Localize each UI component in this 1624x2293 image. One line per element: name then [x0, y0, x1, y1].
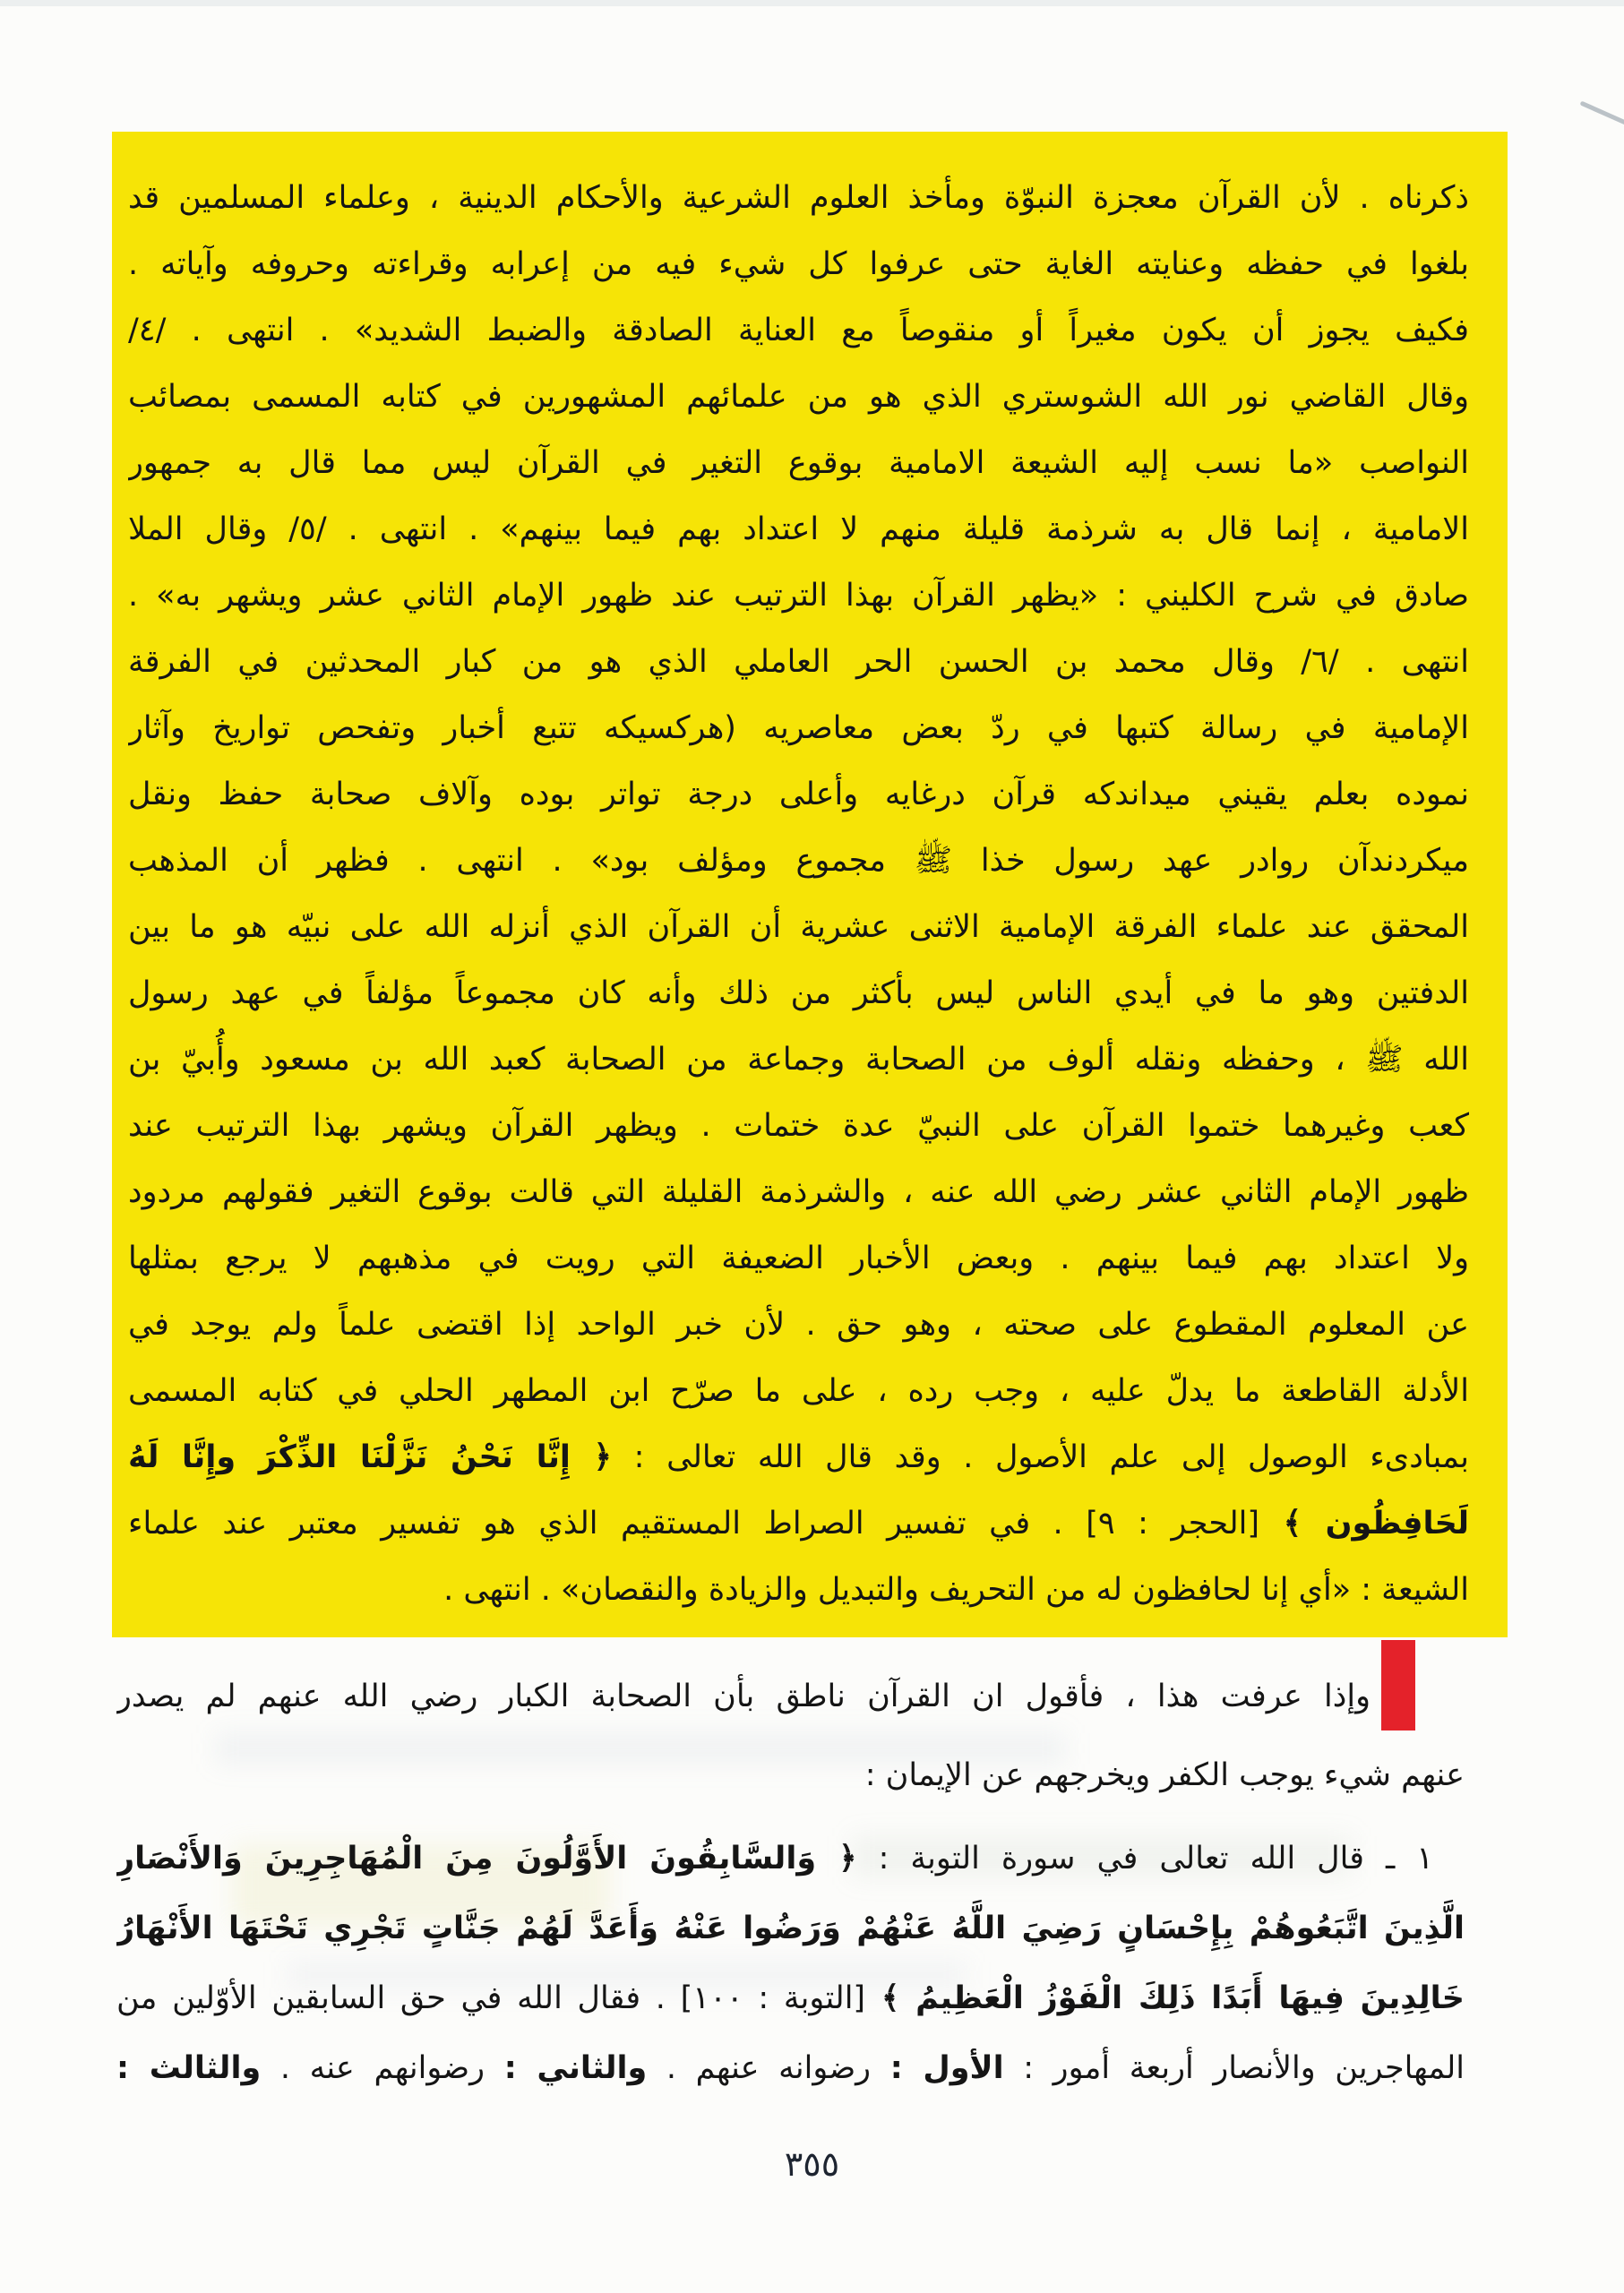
corner-pen-mark — [1579, 100, 1624, 125]
page-number: ٣٥٥ — [784, 2144, 840, 2184]
text-line: نموده بعلم يقيني ميداندكه قرآن درغايه وأعلى درجة تواتر بوده وآلاف صحابة حفظ ونقل — [128, 777, 1469, 812]
text-line: النواصب «ما نسب إليه الشيعة الامامية بوقوع التغير في القرآن ليس مما قال به جمهور — [128, 445, 1469, 481]
text-line: الامامية ، إنما قال به شرذمة قليلة منهم لا اعتداد بهم فيما بينهم» . انتهى . /٥/ وقال الملا — [128, 511, 1469, 547]
quran-quote: لَحَافِظُون ﴾ — [1259, 1506, 1469, 1542]
text-run: المهاجرين والأنصار أربعة أمور : — [1003, 2050, 1465, 2086]
text-line: بلغوا في حفظه وعنايته الغاية حتى عرفوا كل شيء فيه من إعرابه وقراءته وحروفه وآياته . — [128, 246, 1469, 282]
text-line: انتهى . /٦/ وقال محمد بن الحسن الحر العاملي الذي هو من كبار المحدثين في الفرقة — [128, 644, 1469, 680]
text-line: عنهم شيء يوجب الكفر ويخرجهم عن الإيمان : — [864, 1757, 1465, 1793]
text-line — [128, 1424, 1469, 1490]
text-line: فكيف يجوز أن يكون مغيراً أو منقوصاً مع العناية الصادقة والضبط الشديد» . انتهى . /٤/ — [128, 313, 1469, 348]
scan-top-edge — [0, 0, 1624, 6]
emphasis-run: والثاني : — [503, 2050, 648, 2086]
text-run: رضوانه عنهم . — [647, 2050, 890, 2086]
text-line: وإذا عرفت هذا ، فأقول ان القرآن ناطق بأن الصحابة الكبار رضي الله عنهم لم يصدر — [116, 1679, 1371, 1714]
quran-quote: خَالِدِينَ فِيهَا أَبَدًا ذَلِكَ الْفَوْزُ الْعَظِيمُ ﴾ — [865, 1980, 1465, 2016]
text-line: صادق في شرح الكليني : «يظهر القرآن بهذا الترتيب عند ظهور الإمام الثاني عشر ويشهر به» . — [128, 578, 1469, 614]
emphasis-run: والثالث : — [116, 2050, 262, 2086]
highlighted-paragraph — [128, 165, 1469, 1623]
text-line: ميكردندآن روادر عهد رسول خذا ﷺ مجموع ومؤلف بود» . انتهى . فظهر أن المذهب — [128, 843, 1469, 879]
text-line: ذكرناه . لأن القرآن معجزة النبوّة ومأخذ العلوم الشرعية والأحكام الدينية ، وعلماء المسلمين قد — [128, 180, 1469, 216]
text-line: الشيعة : «أي إنا لحافظون له من التحريف والتبديل والزيادة والنقصان» . انتهى . — [443, 1572, 1469, 1608]
text-line: المحقق عند علماء الفرقة الإمامية الاثنى عشرية أن القرآن الذي أنزله الله على نبيّه هو ما بين — [128, 909, 1469, 945]
text-line — [116, 1894, 1465, 1963]
text-line — [116, 1963, 1465, 2033]
quran-quote: ﴿ وَالسَّابِقُونَ الأَوَّلُونَ مِنَ الْمُهَاجِرِينَ وَالأَنْصَارِ — [116, 1841, 857, 1876]
body-paragraph — [116, 1657, 1465, 1815]
quran-quote: ﴿ إِنَّا نَحْنُ نَزَّلْنَا الذِّكْرَ وإِنَّا لَهُ — [128, 1439, 613, 1475]
text-line: ظهور الإمام الثاني عشر رضي الله عنه ، والشرذمة القليلة التي قالت بوقوع التغير فقولهم مردود — [128, 1174, 1469, 1210]
text-run: بمبادىء الوصول إلى علم الأصول . وقد قال الله تعالى : — [612, 1439, 1469, 1475]
text-line — [128, 1490, 1469, 1557]
text-line: الدفتين وهو ما في أيدي الناس ليس بأكثر من ذلك وأنه كان مجموعاً مؤلفاً في عهد رسول — [128, 975, 1469, 1011]
text-run: [التوبة : ١٠٠] . فقال الله في حق السابقين الأوّلين من — [116, 1980, 866, 2016]
text-line: الإمامية في رسالة كتبها في ردّ بعض معاصريه (هركسيكه تتبع أخبار وتفحص تواريخ وآثار — [128, 710, 1469, 746]
text-line: عن المعلوم المقطوع على صحته ، وهو حق . لأن خبر الواحد إذا اقتضى علماً ولم يوجد في — [128, 1307, 1469, 1343]
quran-quote: الَّذِينَ اتَّبَعُوهُمْ بِإِحْسَانٍ رَضِيَ اللَّهُ عَنْهُمْ وَرَضُوا عَنْهُ وَأَعَدَّ لَهُمْ جَنَّاتٍ تَجْرِي تَحْتَهَا الأَنْهَارُ — [116, 1911, 1465, 1946]
text-run: رضوانهم عنه . — [261, 2050, 504, 2086]
numbered-item-1 — [116, 1824, 1465, 2103]
text-line: ولا اعتداد بهم فيما بينهم . وبعض الأخبار الضعيفة التي رويت في مذهبهم لا يرجع بمثلها — [128, 1241, 1469, 1276]
text-line: الله ﷺ ، وحفظه ونقله ألوف من الصحابة وجماعة من الصحابة كعبد الله بن مسعود وأُبيّ بن — [128, 1042, 1469, 1078]
text-line: كعب وغيرهما ختموا القرآن على النبيّ عدة ختمات . ويظهر القرآن ويشهر بهذا الترتيب عند — [128, 1108, 1469, 1144]
text-run: ١ ـ قال الله تعالى في سورة التوبة : — [856, 1841, 1433, 1876]
text-line: الأدلة القاطعة ما يدلّ عليه ، وجب رده ، على ما صرّح ابن المطهر الحلي في كتابه المسمى — [128, 1373, 1469, 1409]
text-line — [116, 1824, 1465, 1894]
text-line — [116, 2033, 1465, 2103]
text-line: وقال القاضي نور الله الشوستري الذي هو من علمائهم المشهورين في كتابه المسمى بمصائب — [128, 379, 1469, 415]
emphasis-run: الأول : — [889, 2050, 1004, 2086]
text-run: [الحجر : ٩] . في تفسير الصراط المستقيم الذي هو تفسير معتبر عند علماء — [128, 1506, 1260, 1542]
